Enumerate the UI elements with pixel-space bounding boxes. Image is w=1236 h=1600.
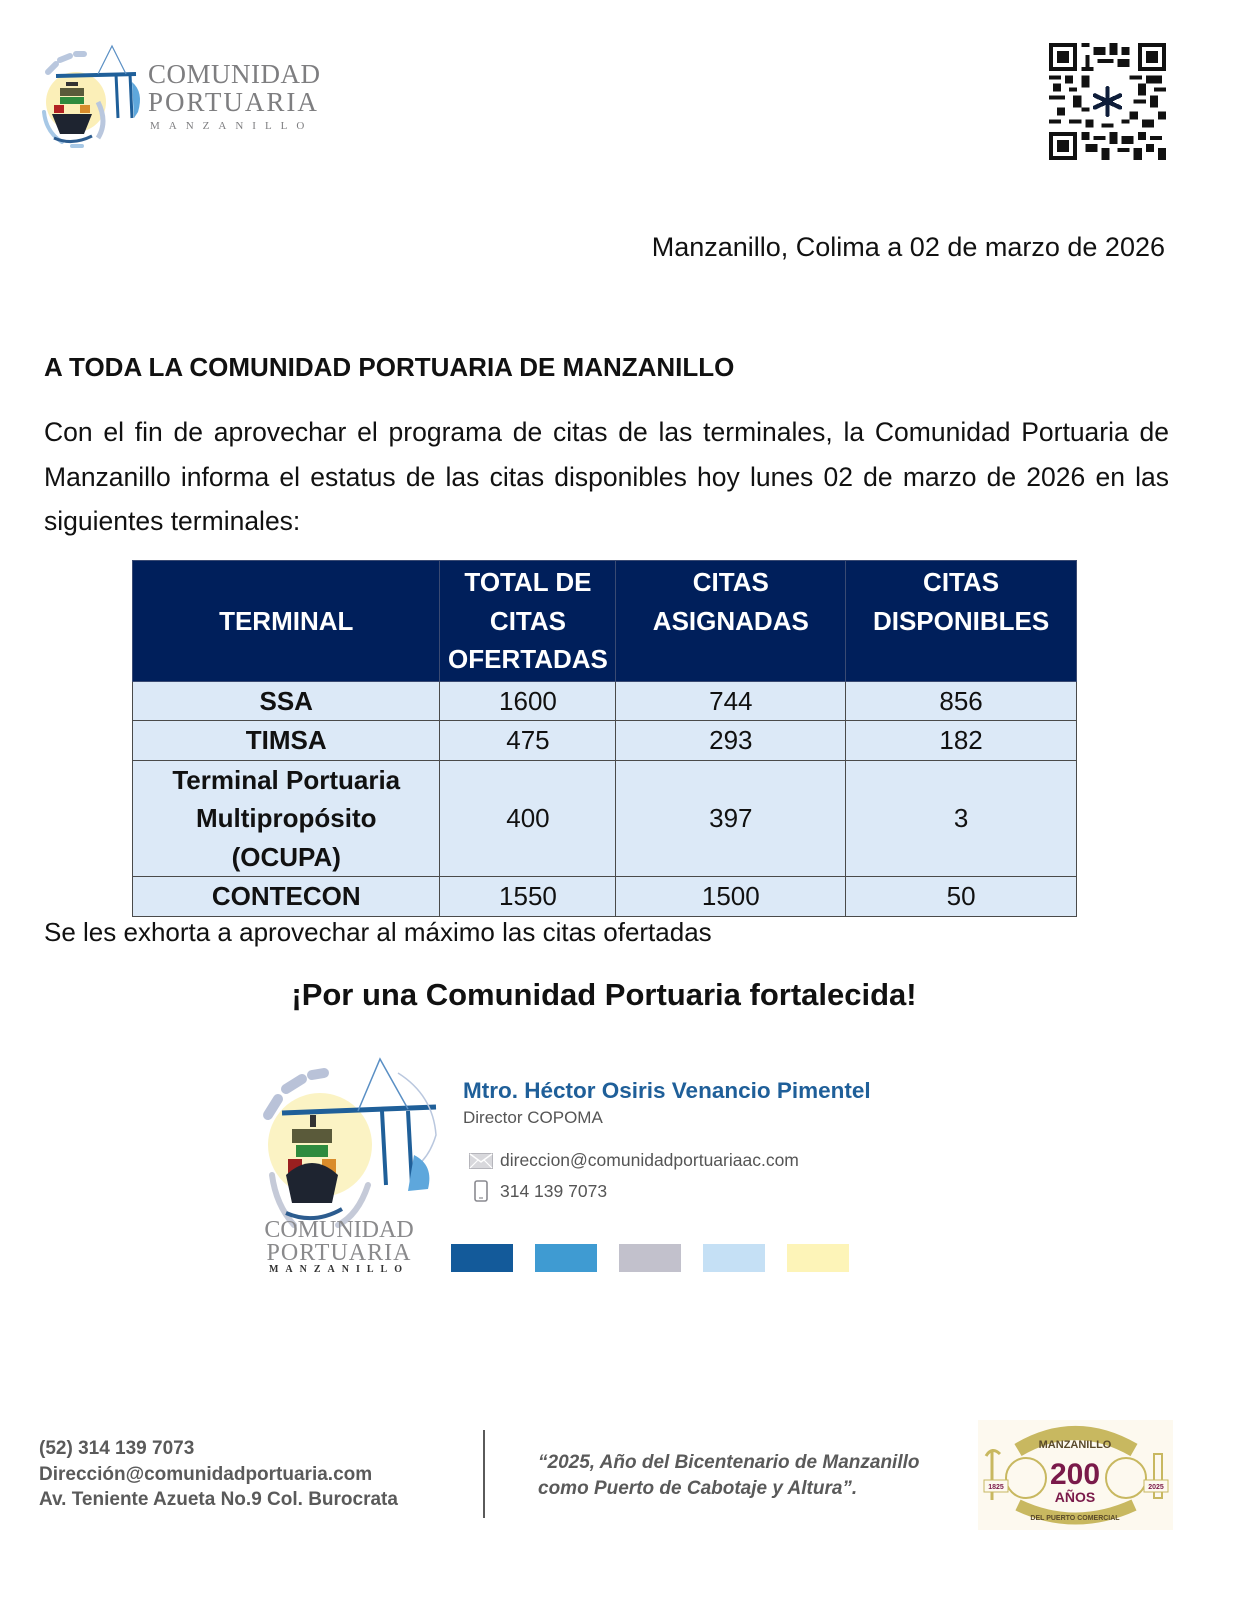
port-crane-ship-logo-icon: [38, 42, 150, 150]
signature-logo-line-3: MANZANILLO: [268, 1264, 409, 1275]
appointments-table: [132, 560, 1077, 917]
table-row: [133, 681, 1077, 721]
cell-total: 1600: [440, 681, 616, 721]
bicentennial-seal-icon: [978, 1420, 1173, 1530]
seal-top-text: MANZANILLO: [1038, 1439, 1112, 1451]
cell-terminal: [133, 760, 440, 877]
swatch-light-blue: [703, 1244, 765, 1272]
header-total-line-2: CITAS: [489, 605, 566, 636]
cell-asignadas: 744: [616, 681, 846, 721]
signatory-email[interactable]: [468, 1150, 799, 1171]
seal-year-left: 1825: [988, 1484, 1004, 1491]
exhort-text: Se les exhorta a aprovechar al máximo las citas ofertadas: [44, 917, 712, 947]
cell-terminal: CONTECON: [133, 877, 440, 917]
date-line: Manzanillo, Colima a 02 de marzo de 2026: [651, 232, 1165, 262]
signatory-phone-text: 314 139 7073: [500, 1180, 608, 1201]
cell-terminal-line-2: Multipropósito: [195, 803, 377, 833]
intro-paragraph: Con el fin de aprovechar el programa de citas de las terminales, la Comunidad Portuaria de Manzanillo informa el estatus de las citas disponibles hoy lunes 02 de marzo de 2026 en las siguientes terminales:: [44, 417, 1169, 536]
footer-quote-line-2: como Puerto de Cabotaje y Altura”.: [538, 1478, 858, 1499]
cell-asignadas: 293: [616, 721, 846, 761]
seal-number: 200: [1049, 1458, 1101, 1491]
footer-address: Av. Teniente Azueta No.9 Col. Burocrata: [39, 1489, 398, 1510]
signatory-name: Mtro. Héctor Osiris Venancio Pimentel: [463, 1078, 871, 1103]
signature-logo-wordmark: [264, 1218, 414, 1276]
header-total-line-1: TOTAL DE: [464, 567, 592, 597]
header-disponibles: [846, 561, 1077, 682]
signatory-email-text: direccion@comunidadportuariaac.com: [500, 1150, 799, 1170]
logo-line-2: PORTUARIA: [148, 87, 319, 117]
cell-total: 475: [440, 721, 616, 761]
header-logo: [38, 42, 321, 152]
logo-line-1: COMUNIDAD: [148, 59, 321, 89]
footer-contact: [39, 1436, 398, 1513]
cell-disponibles: 856: [846, 681, 1077, 721]
signature-logo-line-1: COMUNIDAD: [264, 1217, 414, 1243]
cell-terminal-line-3: (OCUPA): [231, 841, 341, 872]
qr-code-icon[interactable]: [1049, 43, 1166, 160]
swatch-grey: [619, 1244, 681, 1272]
cell-disponibles: 182: [846, 721, 1077, 761]
swatch-medium-blue: [535, 1244, 597, 1272]
footer-divider: [483, 1430, 485, 1518]
slogan: ¡Por una Comunidad Portuaria fortalecida!: [291, 977, 917, 1012]
footer-quote: [538, 1450, 920, 1502]
header-disponibles-line-1: CITAS: [923, 567, 1000, 597]
cell-asignadas: 397: [616, 760, 846, 877]
brand-color-swatches: [451, 1244, 849, 1272]
footer-phone: (52) 314 139 7073: [39, 1438, 195, 1459]
footer-quote-line-1: “2025, Año del Bicentenario de Manzanillo: [538, 1452, 920, 1473]
table-row: [133, 721, 1077, 761]
table-row: [133, 760, 1077, 877]
cell-disponibles: 50: [846, 877, 1077, 917]
header-terminal: [133, 561, 440, 682]
cell-asignadas: 1500: [616, 877, 846, 917]
cell-terminal-line-1: Terminal Portuaria: [172, 764, 401, 795]
letter-heading: A TODA LA COMUNIDAD PORTUARIA DE MANZANILLO: [44, 352, 735, 382]
header-asignadas: [616, 561, 846, 682]
header-disponibles-line-2: DISPONIBLES: [872, 605, 1050, 636]
cell-total: 1550: [440, 877, 616, 917]
cell-terminal: SSA: [133, 681, 440, 721]
seal-year-right: 2025: [1148, 1484, 1164, 1491]
cell-terminal: TIMSA: [133, 721, 440, 761]
envelope-icon: [468, 1153, 494, 1169]
cell-total: 400: [440, 760, 616, 877]
logo-wordmark: [148, 60, 321, 134]
header-total-line-3: OFERTADAS: [448, 644, 608, 674]
table-header-row: [133, 561, 1077, 682]
signatory-phone[interactable]: [468, 1180, 607, 1202]
table-row: [133, 877, 1077, 917]
seal-bottom-text: DEL PUERTO COMERCIAL: [1030, 1515, 1120, 1522]
header-asignadas-line-2: ASIGNADAS: [652, 605, 809, 636]
swatch-dark-blue: [451, 1244, 513, 1272]
footer-email[interactable]: Dirección@comunidadportuaria.com: [39, 1463, 373, 1485]
header-asignadas-line-1: CITAS: [692, 567, 769, 597]
cell-disponibles: 3: [846, 760, 1077, 877]
header-total: [440, 561, 616, 682]
swatch-pale-yellow: [787, 1244, 849, 1272]
seal-years: AÑOS: [1054, 1489, 1096, 1505]
mobile-phone-icon: [468, 1180, 494, 1202]
header-terminal-label: TERMINAL: [219, 605, 354, 636]
signatory-title: Director COPOMA: [463, 1108, 603, 1127]
logo-line-3: MANZANILLO: [150, 120, 314, 132]
signature-logo-line-2: PORTUARIA: [266, 1240, 412, 1266]
